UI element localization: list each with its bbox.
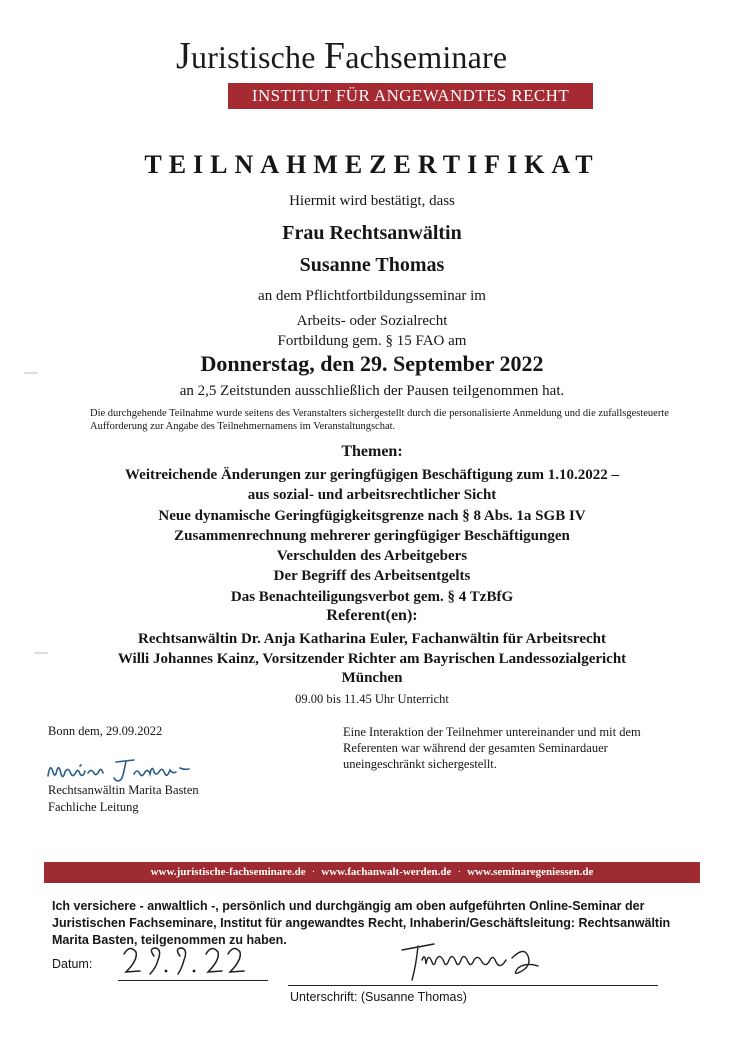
handwritten-date <box>118 940 258 985</box>
topic-item: Neue dynamische Geringfügigkeitsgrenze nach § 8 Abs. 1a SGB IV <box>158 507 586 524</box>
date-line <box>118 980 268 981</box>
footer-separator: · <box>311 866 316 878</box>
topic-item: Weitreichende Änderungen zur geringfügigen Beschäftigung zum 1.10.2022 – <box>124 467 620 483</box>
referent-item: München <box>341 670 403 686</box>
interaction-note: Eine Interaktion der Teilnehmer untereinander und mit dem Referenten war während der gesamten Seminardauer uneingeschränkt sichergestellt. <box>343 725 641 771</box>
signer-name: Rechtsanwältin Marita Basten <box>48 783 199 797</box>
seminar-type-text: an dem Pflichtfortbildungsseminar im <box>258 288 486 304</box>
footer-link[interactable]: www.juristische-fachseminare.de <box>150 866 306 878</box>
recipient-name: Susanne Thomas <box>299 254 445 276</box>
fine-print: Die durchgehende Teilnahme wurde seitens des Veranstalters sichergestellt durch die personalisierte Anmeldung und die zufallsgesteuerte Aufforderung zur Angabe des Teilnehmernamens im Veranstaltungschat. <box>90 408 669 432</box>
scan-mark <box>24 372 38 374</box>
topic-item: aus sozial- und arbeitsrechtlicher Sicht <box>247 487 497 504</box>
recipient-salutation: Frau Rechtsanwältin <box>282 222 462 244</box>
hours-text: an 2,5 Zeitstunden ausschließlich der Pausen teilgenommen hat. <box>179 383 565 399</box>
topic-item: Zusammenrechnung mehrerer geringfügiger Beschäftigungen <box>174 527 570 544</box>
footer-links-bar <box>44 862 700 883</box>
topic-item: Das Benachteiligungsverbot gem. § 4 TzBfG <box>230 588 514 605</box>
scan-mark <box>34 652 48 654</box>
footer-link[interactable]: www.fachanwalt-werden.de <box>321 866 452 878</box>
participant-signature <box>392 938 562 991</box>
footer-link[interactable]: www.seminaregeniessen.de <box>467 866 594 878</box>
datum-label: Datum: <box>52 957 93 971</box>
certificate-title: TEILNAHMEZERTIFIKAT <box>144 150 600 179</box>
brand-logo: Juristische Fachseminare <box>176 35 508 77</box>
topic-item: Der Begriff des Arbeitsentgelts <box>273 568 471 585</box>
signature-line <box>288 985 658 986</box>
seminar-date: Donnerstag, den 29. September 2022 <box>200 351 544 376</box>
referents-list <box>0 630 744 689</box>
referents-heading: Referent(en): <box>326 607 418 624</box>
institute-banner: INSTITUT FÜR ANGEWANDTES RECHT <box>228 83 593 109</box>
topics-list <box>0 465 744 607</box>
footer-separator: · <box>457 866 462 878</box>
topic-item: Verschulden des Arbeitgebers <box>276 548 468 565</box>
themes-heading: Themen: <box>341 443 403 460</box>
place-date: Bonn dem, 29.09.2022 <box>48 724 163 738</box>
referent-item: Rechtsanwältin Dr. Anja Katharina Euler, Fachanwältin für Arbeitsrecht <box>138 631 606 647</box>
time-text: 09.00 bis 11.45 Uhr Unterricht <box>295 692 449 706</box>
fao-text: Fortbildung gem. § 15 FAO am <box>277 333 467 349</box>
seminar-field-text: Arbeits- oder Sozialrecht <box>296 313 448 329</box>
signer-role: Fachliche Leitung <box>48 800 139 814</box>
participant-declaration: Ich versichere - anwaltlich -, persönlich und durchgängig am oben aufgeführten Online-Seminar der Juristischen Fachseminare, Institut für angewandtes Recht, Inhaberin/Geschäftsleitung: Rechtsanwältin Marita Basten, teilgenommen zu haben. <box>52 899 671 947</box>
referent-item: Willi Johannes Kainz, Vorsitzender Richter am Bayrischen Landessozialgericht <box>117 650 627 667</box>
intro-text: Hiermit wird bestätigt, dass <box>289 193 455 209</box>
signature-label: Unterschrift: (Susanne Thomas) <box>290 990 467 1004</box>
